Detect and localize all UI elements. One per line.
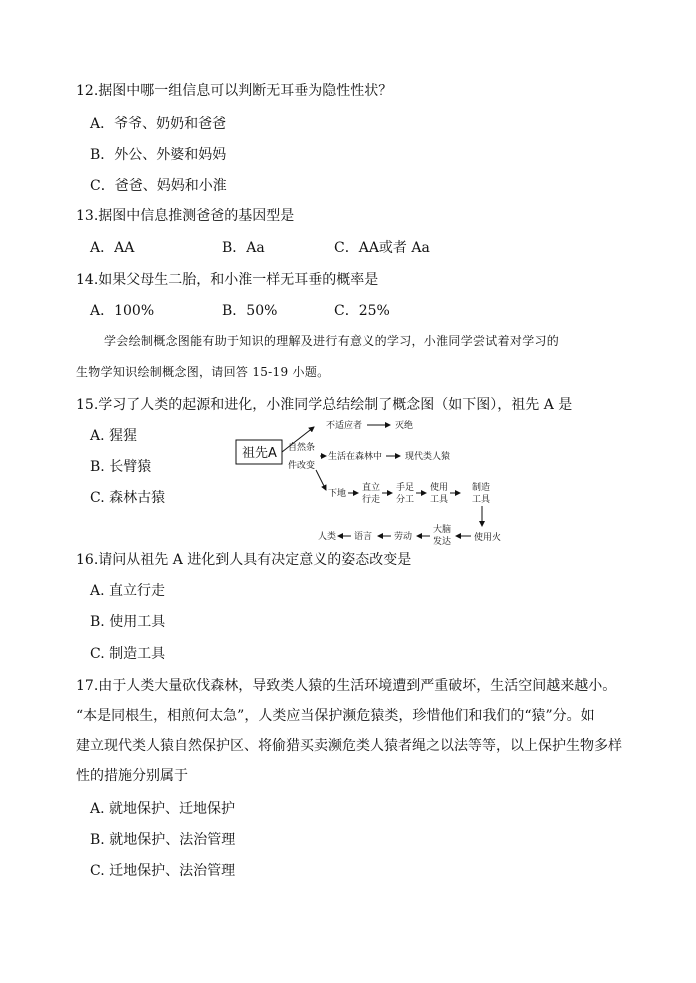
question-14-option-b: B．50% — [222, 303, 278, 319]
make-tools-node-2: 工具 — [472, 495, 491, 505]
question-15-option-b: B. 长臂猿 — [90, 459, 152, 475]
question-13-option-a: A．AA — [90, 240, 135, 256]
question-13-option-b: B．Aa — [222, 240, 265, 256]
question-17-stem-line-1: 17.由于人类大量砍伐森林，导致类人猿的生活环境遭到严重破坏，生活空间越来越小。 — [76, 678, 617, 694]
question-12-option-b: B．外公、外婆和妈妈 — [90, 147, 227, 163]
unfit-node: 不适应者 — [326, 421, 363, 431]
question-13-stem: 13.据图中信息推测爸爸的基因型是 — [76, 208, 295, 224]
question-17-option-a: A. 就地保护、迁地保护 — [90, 801, 236, 817]
question-15-stem: 15.学习了人类的起源和进化，小淮同学总结绘制了概念图（如下图），祖先 A 是 — [76, 397, 573, 413]
use-fire-node: 使用火 — [474, 533, 502, 543]
language-node: 语言 — [354, 532, 373, 542]
question-12-option-c: C．爸爸、妈妈和小淮 — [90, 178, 227, 194]
extinct-node: 灭绝 — [395, 421, 414, 431]
labor-node: 劳动 — [394, 532, 413, 542]
branch-label-1: 自然条 — [288, 443, 316, 453]
branch-label-2: 件改变 — [288, 461, 316, 471]
question-16-option-c: C. 制造工具 — [90, 646, 166, 662]
intro-line-1: 学会绘制概念图能有助于知识的理解及进行有意义的学习，小淮同学尝试着对学习的 — [104, 334, 560, 348]
question-16-option-b: B. 使用工具 — [90, 614, 166, 630]
question-17-stem-line-4: 性的措施分别属于 — [76, 768, 188, 784]
question-14-stem: 14.如果父母生二胎，和小淮一样无耳垂的概率是 — [76, 272, 379, 288]
evolution-concept-diagram — [230, 414, 510, 554]
question-15-option-a: A. 猩猩 — [90, 428, 138, 444]
question-13-options — [0, 238, 696, 258]
question-12-stem: 12.据图中哪一组信息可以判断无耳垂为隐性性状？ — [76, 83, 393, 99]
upright-node-2: 行走 — [362, 495, 381, 505]
human-node: 人类 — [318, 532, 337, 542]
upright-node-1: 直立 — [362, 483, 381, 493]
question-14-option-c: C．25% — [334, 303, 390, 319]
question-17-stem-line-3: 建立现代类人猿自然保护区、将偷猎买卖濒危类人猿者绳之以法等等，以上保护生物多样 — [76, 738, 622, 754]
question-17-option-b: B. 就地保护、法治管理 — [90, 832, 236, 848]
brain-node-2: 发达 — [433, 537, 452, 547]
brain-node-1: 大脑 — [433, 525, 452, 535]
forest-node: 生活在森林中 — [328, 452, 383, 462]
question-16-stem: 16.请问从祖先 A 进化到人具有决定意义的姿态改变是 — [76, 552, 412, 568]
use-tools-node-1: 使用 — [430, 483, 449, 493]
question-17-option-c: C. 迁地保护、法治管理 — [90, 863, 236, 879]
question-17-stem-line-2: “本是同根生，相煎何太急”，人类应当保护濒危猿类，珍惜他们和我们的“猿”分。如 — [76, 708, 595, 724]
ancestor-label: 祖先A — [242, 446, 277, 461]
use-tools-node-2: 工具 — [430, 495, 449, 505]
down-ground-node: 下地 — [328, 489, 347, 499]
question-16-option-a: A. 直立行走 — [90, 583, 166, 599]
question-14-options — [0, 301, 696, 321]
intro-line-2: 生物学知识绘制概念图，请回答 15-19 小题。 — [76, 365, 330, 379]
hand-foot-node-2: 分工 — [396, 495, 415, 505]
hand-foot-node-1: 手足 — [396, 483, 415, 493]
question-14-option-a: A．100% — [90, 303, 155, 319]
question-15-option-c: C. 森林古猿 — [90, 490, 166, 506]
branch-to-ground — [316, 470, 326, 490]
question-12-option-a: A．爷爷、奶奶和爸爸 — [90, 116, 227, 132]
make-tools-node-1: 制造 — [472, 483, 491, 493]
question-13-option-c: C．AA或者 Aa — [334, 240, 430, 256]
modern-apes-node: 现代类人猿 — [405, 452, 451, 462]
